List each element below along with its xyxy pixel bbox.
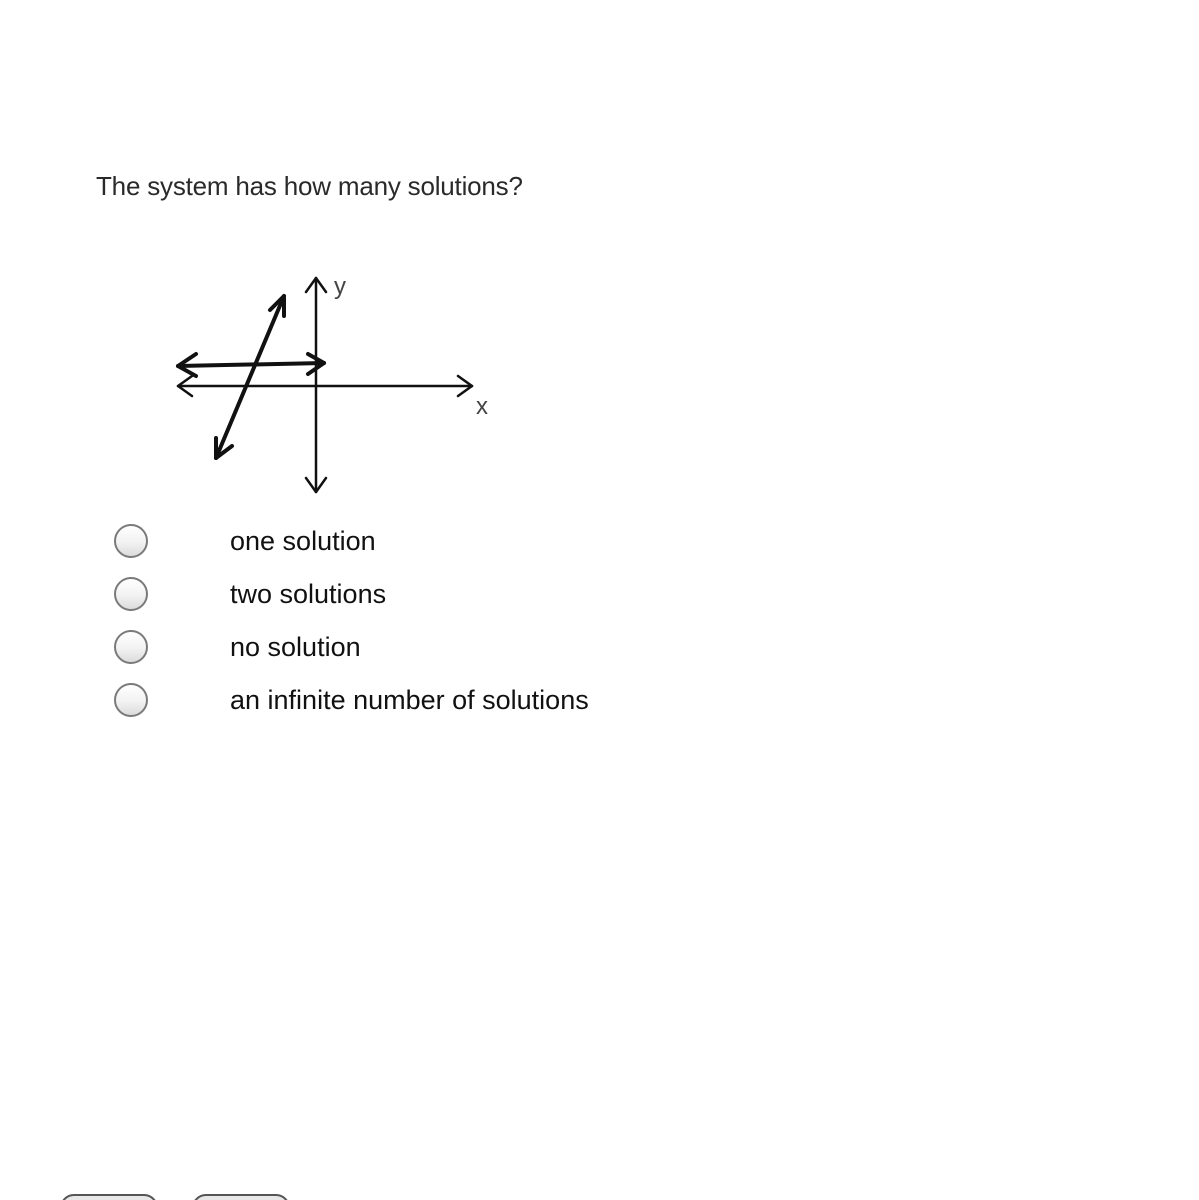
option-label: two solutions — [230, 579, 387, 609]
y-axis-label: y — [334, 273, 346, 300]
option-infinite-solutions[interactable] — [114, 682, 814, 735]
answer-options — [114, 523, 814, 735]
bottom-button-bar — [60, 1194, 300, 1200]
option-label: an infinite number of solutions — [230, 685, 589, 715]
bottom-button-left[interactable] — [60, 1194, 158, 1200]
option-one-solution[interactable] — [114, 523, 814, 576]
radio-button-icon[interactable] — [114, 630, 148, 664]
graph-svg — [160, 262, 520, 502]
question-text: The system has how many solutions? — [96, 171, 523, 201]
radio-button-icon[interactable] — [114, 577, 148, 611]
x-axis-label: x — [476, 393, 488, 420]
radio-button-icon[interactable] — [114, 683, 148, 717]
option-two-solutions[interactable] — [114, 576, 814, 629]
option-label: no solution — [230, 632, 361, 662]
bottom-button-right[interactable] — [192, 1194, 290, 1200]
system-graph — [160, 262, 520, 502]
horizontal-line — [178, 363, 324, 366]
option-label: one solution — [230, 526, 376, 556]
steep-line — [216, 296, 284, 458]
radio-button-icon[interactable] — [114, 524, 148, 558]
option-no-solution[interactable] — [114, 629, 814, 682]
